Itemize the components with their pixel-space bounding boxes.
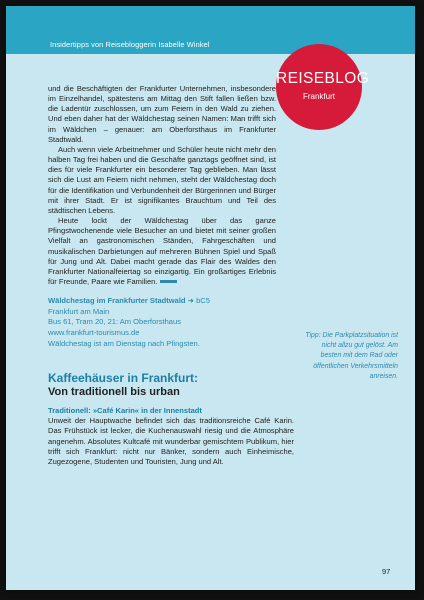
cafe-subheading: Traditionell: »Café Karin« in der Innenstadt [48,406,202,416]
info-title-line [48,296,294,307]
badge-subtitle: Frankfurt [302,92,335,101]
article-paragraph [48,216,276,287]
map-reference[interactable] [188,296,210,305]
article-paragraph: und die Beschäftigten der Frankfurter Unternehmen, insbesondere im Einzelhandel, spätestens am Mittag den Stift fallen ließen bzw. die Ladentür zuschlossen, um zum Feiern in den Wald zu ziehen. Und eben daher hat der Wäldchestag seinen Namen: Man trifft sich im Wäldchen – genauer: am Oberforsthaus im Frankfurter Stadtwald. [48,84,276,144]
section-subtitle: Von traditionell bis urban [48,386,180,399]
main-column [48,84,294,467]
cafe-paragraph: Unweit der Hauptwache befindet sich das traditionsreiche Café Karin. Das Frühstück ist lecker, die Kuchenauswahl riesig und die Atmosphäre angenehm. Absolutes Kultcafé mit wunderbar gemischtem Publikum, hier trifft sich Frankfurt: nicht nur Bänker, sondern auch Einheimische, Zugezogene, Studenten und Touristen, Jung und Alt. [48,416,294,466]
map-arrow-icon: ➜ [187,296,194,306]
book-page [6,6,415,590]
map-ref-text: bC5 [196,296,210,306]
info-line: Bus 61, Tram 20, 21: Am Oberforsthaus [48,317,181,327]
info-line: Frankfurt am Main [48,306,110,316]
page-number: 97 [382,567,391,576]
article-paragraph: Auch wenn viele Arbeitnehmer und Schüler heute nicht mehr den halben Tag frei haben und die Geschäfte ganztags geöffnet sind, ist dies für viele Frankfurter ein besonderer Tag geblieben. Man lässt sich die Lust am Feiern nicht nehmen, steht der Wäldchestag doch für die Identifikation und Verbundenheit der Bürgerinnen und Bürger mit ihrer Stadt. Er ist signifikantes Brauchtum und Teil des städtischen Lebens. [48,144,276,215]
tip-sidebar: Tipp: Die Parkplatzsituation ist nicht allzu gut gelöst. Am besten mit dem Rad oder öffentlichen Verkehrsmitteln anreisen. [305,332,398,380]
end-marker [160,280,177,283]
running-header: Insidertipps von Reisebloggerin Isabelle Winkel [50,40,210,49]
info-box [48,296,294,349]
article-paragraph-text: Heute lockt der Wäldchestag über das ganze Pfingstwochenende viele Besucher an und bietet mit seiner großen Vielfalt an gastronomischen Ständen, Fahrgeschäften und musikalischen Darbietungen auf mehreren Bühnen Spiel und Spaß für Jung und Alt. Dabei macht gerade das Flair des Waldes den Frankfurter Nationalfeiertag so einzigartig. Ein großartiges Erlebnis für Freunde, Paare wie Familien. [48,216,276,286]
info-link[interactable]: www.frankfurt-tourismus.de [48,327,140,337]
info-name: Wäldchestag im Frankfurter Stadtwald [48,296,186,306]
header-bar [6,6,415,54]
badge-title: REISEBLOG [276,70,370,87]
info-line: Wäldchestag ist am Dienstag nach Pfingsten. [48,338,200,348]
section-title: Kaffeehäuser in Frankfurt: [48,371,199,386]
